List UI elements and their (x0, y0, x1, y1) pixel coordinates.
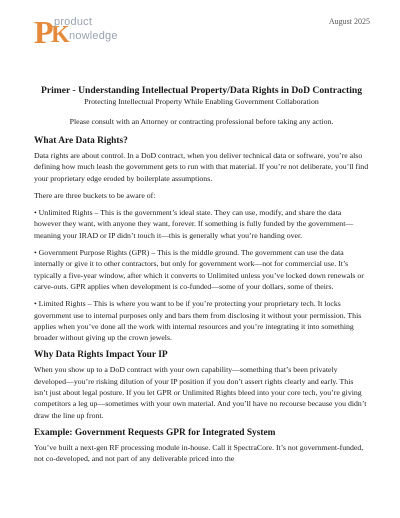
bullet-government-purpose-rights: • Government Purpose Rights (GPR) – This is the middle ground. The government can use the data internally or give it to other contractors, but only for government work—not for commercial use. It’s typically a five-year window, after which it converts to Unlimited unless you’ve locked down renewals or carve-outs. GPR applies when development is co-funded—some of your dollars, some of theirs. (34, 248, 364, 291)
logo-word-bottom: nowledge (69, 30, 118, 42)
paragraph: There are three buckets to be aware of: (34, 190, 156, 200)
section-heading-ip-impact: Why Data Rights Impact Your IP (34, 350, 168, 361)
company-logo (34, 16, 134, 50)
bullet-unlimited-rights: • Unlimited Rights – This is the government’s ideal state. They can use, modify, and share the data however they want, with anyone they want, forever. If something is fully funded by the government—meaning your IRAD or IP didn’t touch it—this is generally what you’re handing over. (34, 208, 354, 240)
document-date: August 2025 (328, 17, 370, 26)
legal-disclaimer: Please consult with an Attorney or contracting professional before taking any action. (69, 117, 334, 126)
paragraph: Data rights are about control. In a DoD contract, when you deliver technical data or software, you’re also defining how much leash the government gets to run with that material. If you’re not deliberate, you’ll find your proprietary edge eroded by boilerplate assumptions. (34, 151, 369, 183)
paragraph: When you show up to a DoD contract with your own capability—something that’s been privately developed—you’re risking dilution of your IP position if you don’t assert rights clearly and early. This isn’t just about legal posture. If you let GPR or Unlimited Rights bleed into your core tech, you’re giving competitors a leg up—sometimes with your own material. And you’ll have no recourse because you didn’t draw the line up front. (34, 365, 367, 420)
logo-letter-p: P (34, 14, 52, 50)
section-heading-example: Example: Government Requests GPR for Integrated System (34, 427, 276, 438)
logo-word-top: product (54, 16, 93, 28)
section-heading-data-rights: What Are Data Rights? (34, 136, 128, 146)
document-title: Primer - Understanding Intellectual Property/Data Rights in DoD Contracting (40, 85, 362, 96)
document-body (34, 84, 369, 471)
logo-letter-k: K (51, 22, 70, 48)
paragraph: You’ve built a next-gen RF processing module in-house. Call it SpectraCore. It’s not government-funded, not co-developed, and not part of any deliverable priced into the (34, 442, 364, 464)
bullet-limited-rights: • Limited Rights – This is where you want to be if you’re protecting your proprietary tech. It locks government use to internal purposes only and bars them from disclosing it without your permission. This applies when you’ve done all the work with internal resources and you’re integrating it into something broader without giving up the crown jewels. (34, 299, 362, 343)
document-subtitle: Protecting Intellectual Property While Enabling Government Collaboration (84, 97, 319, 106)
